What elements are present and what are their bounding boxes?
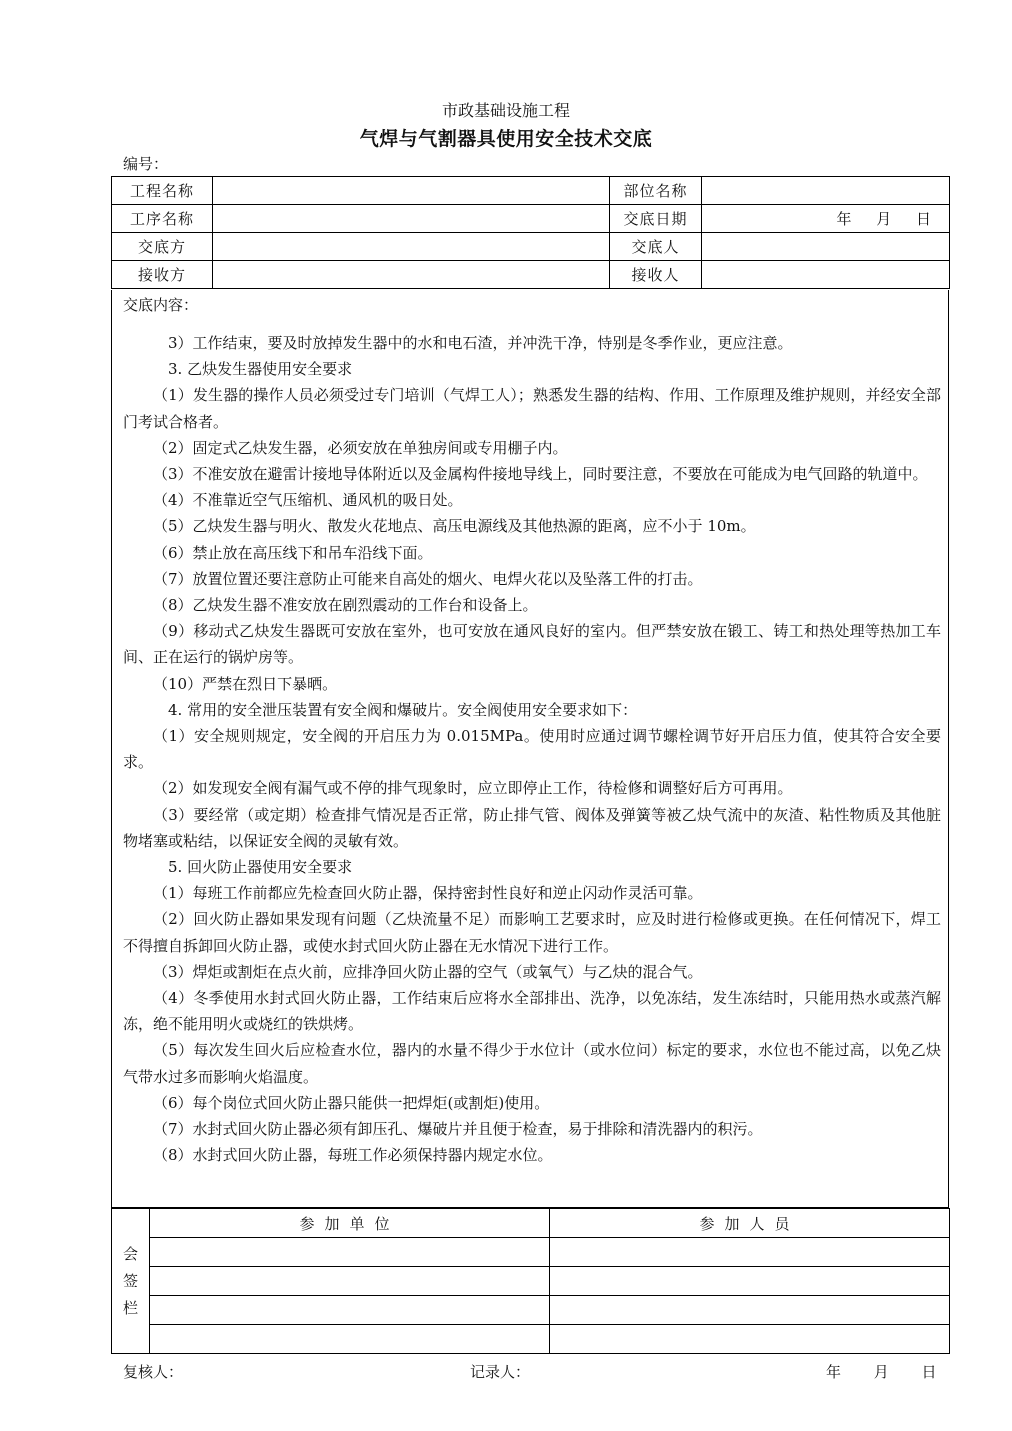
content-paragraph: （2）如发现安全阀有漏气或不停的排气现象时，应立即停止工作，待检修和调整好后方可再用。 xyxy=(153,779,793,798)
process-name-field[interactable] xyxy=(213,205,610,233)
handover-date-label: 交底日期 xyxy=(610,205,702,233)
person-field[interactable] xyxy=(550,1238,950,1267)
content-paragraph: 4. 常用的安全泄压装置有安全阀和爆破片。安全阀使用安全要求如下： xyxy=(168,700,638,719)
recorder-label: 记录人： xyxy=(470,1363,531,1381)
receiver-party-label: 接收方 xyxy=(112,261,213,289)
content-paragraph: （1）发生器的操作人员必须受过专门培训（气焊工人）；熟悉发生器的结构、作用、工作原理及维护规则，并经安全部门考试合格者。 xyxy=(123,386,941,431)
signoff-side-label xyxy=(112,1209,150,1354)
content-paragraph: （8）水封式回火防止器，每班工作必须保持器内规定水位。 xyxy=(153,1146,553,1165)
content-paragraph: （2）回火防止器如果发现有问题（乙炔流量不足）而影响工艺要求时，应及时进行检修或更换。在任何情况下，焊工不得擅自拆卸回火防止器，或使水封式回火防止器在无水情况下进行工作。 xyxy=(123,910,941,955)
table-row xyxy=(112,233,950,261)
content-paragraph: （4）冬季使用水封式回火防止器，工作结束后应将水全部排出、洗净，以免冻结，发生冻结时，只能用热水或蒸汽解冻，绝不能用明火或烧红的铁烘烤。 xyxy=(123,989,941,1034)
document-title: 气焊与气割器具使用安全技术交底 xyxy=(359,128,653,150)
project-name-label: 工程名称 xyxy=(112,177,213,205)
signoff-side-char: 栏 xyxy=(122,1298,138,1317)
content-paragraph: 5. 回火防止器使用安全要求 xyxy=(168,858,353,877)
content-paragraph: （1）安全规则规定，安全阀的开启压力为 0.015MPa。使用时应通过调节螺栓调节好开启压力值，使其符合安全要求。 xyxy=(123,727,941,772)
content-paragraph: 3. 乙炔发生器使用安全要求 xyxy=(168,360,353,379)
signoff-side-char: 签 xyxy=(122,1271,138,1290)
table-row xyxy=(112,205,950,233)
table-row xyxy=(112,1296,950,1325)
receiver-party-field[interactable] xyxy=(213,261,610,289)
participating-person-header: 参加人员 xyxy=(550,1209,950,1238)
doc-number-label: 编号： xyxy=(123,155,169,173)
content-paragraph: （5）乙炔发生器与明火、散发火花地点、高压电源线及其他热源的距离，应不小于 10m。 xyxy=(153,517,756,536)
content-paragraph: （3）要经常（或定期）检查排气情况是否正常，防止排气管、阀体及弹簧等被乙炔气流中的灰渣、粘性物质及其他脏物堵塞或粘结，以保证安全阀的灵敏有效。 xyxy=(123,805,941,850)
content-paragraph: （5）每次发生回火后应检查水位，器内的水量不得少于水位计（或水位问）标定的要求，水位也不能过高，以免乙炔气带水过多而影响火焰温度。 xyxy=(123,1041,941,1086)
content-paragraph: （2）固定式乙炔发生器，必须安放在单独房间或专用棚子内。 xyxy=(153,438,568,457)
person-field[interactable] xyxy=(550,1296,950,1325)
table-row xyxy=(112,1267,950,1296)
table-row xyxy=(112,177,950,205)
info-table xyxy=(111,176,950,289)
content-paragraph: （9）移动式乙炔发生器既可安放在室外，也可安放在通风良好的室内。但严禁安放在锻工、铸工和热处理等热加工车间、正在运行的锅炉房等。 xyxy=(123,622,941,667)
content-label: 交底内容： xyxy=(123,296,199,314)
content-paragraph: （3）不准安放在避雷计接地导体附近以及金属构件接地导线上，同时要注意，不要放在可能成为电气回路的轨道中。 xyxy=(153,465,928,484)
content-paragraph: （6）禁止放在高压线下和吊车沿线下面。 xyxy=(153,543,433,562)
table-row xyxy=(112,261,950,289)
unit-field[interactable] xyxy=(150,1267,550,1296)
part-name-field[interactable] xyxy=(702,177,950,205)
receiver-person-field[interactable] xyxy=(702,261,950,289)
document-subtitle: 市政基础设施工程 xyxy=(441,101,570,120)
unit-field[interactable] xyxy=(150,1325,550,1354)
content-paragraph: （6）每个岗位式回火防止器只能供一把焊炬(或割炬)使用。 xyxy=(153,1093,550,1112)
person-field[interactable] xyxy=(550,1267,950,1296)
project-name-field[interactable] xyxy=(213,177,610,205)
content-paragraph: （4）不准靠近空气压缩机、通风机的吸日处。 xyxy=(153,491,463,510)
reviewer-label: 复核人： xyxy=(123,1363,184,1381)
process-name-label: 工序名称 xyxy=(112,205,213,233)
content-paragraph: （10）严禁在烈日下暴晒。 xyxy=(153,674,338,693)
handover-person-label: 交底人 xyxy=(610,233,702,261)
handover-person-field[interactable] xyxy=(702,233,950,261)
signoff-table xyxy=(111,1208,950,1354)
footer-date: 年 月 日 xyxy=(826,1363,951,1381)
signoff-side-char: 会 xyxy=(122,1244,138,1263)
person-field[interactable] xyxy=(550,1325,950,1354)
unit-field[interactable] xyxy=(150,1296,550,1325)
content-body xyxy=(123,330,941,1169)
receiver-person-label: 接收人 xyxy=(610,261,702,289)
content-paragraph: （7）放置位置还要注意防止可能来自高处的烟火、电焊火花以及坠落工件的打击。 xyxy=(153,569,703,588)
handover-party-field[interactable] xyxy=(213,233,610,261)
participating-unit-header: 参加单位 xyxy=(150,1209,550,1238)
content-paragraph: （1）每班工作前都应先检查回火防止器，保持密封性良好和逆止闪动作灵活可靠。 xyxy=(153,884,703,903)
table-row xyxy=(112,1325,950,1354)
handover-party-label: 交底方 xyxy=(112,233,213,261)
content-paragraph: （7）水封式回火防止器必须有卸压孔、爆破片并且便于检查，易于排除和清洗器内的积污。 xyxy=(153,1120,763,1139)
handover-date-field[interactable]: 年 月 日 xyxy=(702,205,950,233)
content-paragraph: （8）乙炔发生器不准安放在剧烈震动的工作台和设备上。 xyxy=(153,596,538,615)
content-paragraph: （3）焊炬或割炬在点火前，应排净回火防止器的空气（或氧气）与乙炔的混合气。 xyxy=(153,962,703,981)
content-paragraph: 3）工作结束，要及时放掉发生器中的水和电石渣，并冲洗干净，恃别是冬季作业，更应注意。 xyxy=(168,334,793,352)
part-name-label: 部位名称 xyxy=(610,177,702,205)
content-section xyxy=(111,290,949,1208)
table-row xyxy=(112,1209,950,1238)
unit-field[interactable] xyxy=(150,1238,550,1267)
table-row xyxy=(112,1238,950,1267)
